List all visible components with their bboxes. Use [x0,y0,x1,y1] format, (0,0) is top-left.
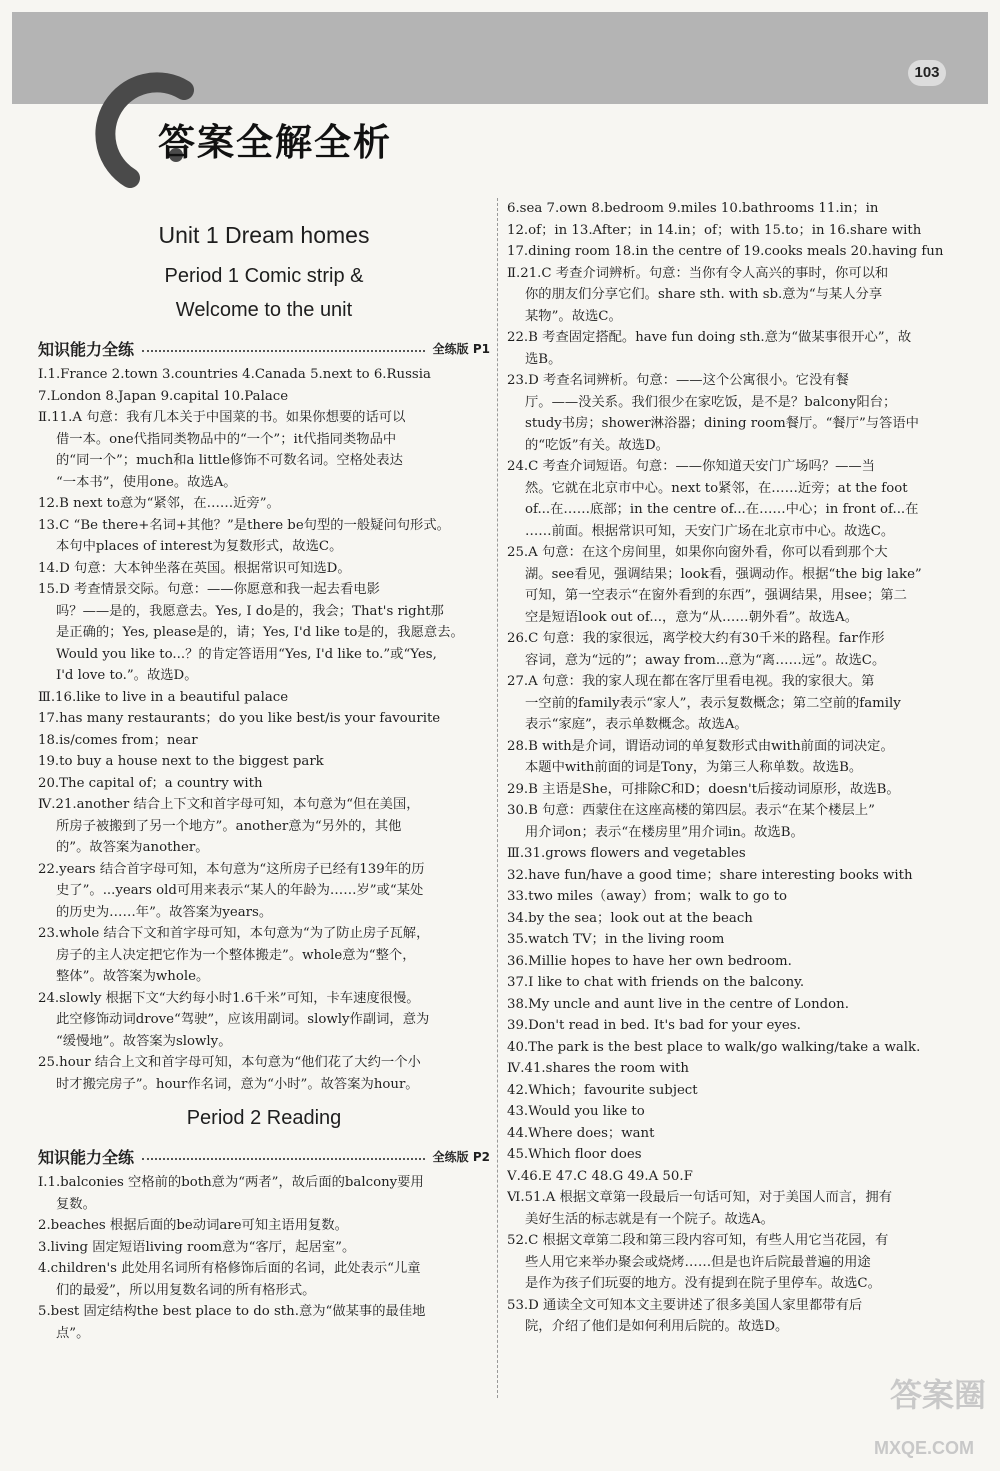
answer-line: 25.A 句意：在这个房间里，如果你向窗外看，你可以看到那个大 [507,545,888,560]
answer-line: 7.London 8.Japan 9.capital 10.Palace [38,388,289,404]
answer-line: 17.has many restaurants；do you like best/is your favourite [38,711,441,726]
answer-line: 14.D 句意：大本钟坐落在英国。根据常识可知选D。 [38,560,351,576]
answer-line: “缓慢地”。故答案为slowly。 [56,1033,232,1049]
answer-line: 可知，第一空表示“在窗外看到的东西”，强调结果，用see；第二 [525,588,907,603]
answer-line: Ⅲ.31.grows flowers and vegetables [507,846,746,861]
answer-line: 容词，意为“远的”；away from...意为“离……远”。故选C。 [525,652,886,668]
answer-line: 些人用它来举办聚会或烧烤……但是也许后院最普遍的用途 [525,1254,871,1270]
answer-line: 复数。 [56,1196,96,1212]
answer-line: 借一本。one代指同类物品中的“一个”；it代指同类物品中 [56,431,397,447]
answer-line: 40.The park is the best place to walk/go walking/take a walk. [507,1039,921,1055]
answer-line: 32.have fun/have a good time；share interesting books with [507,867,913,883]
answer-line: 你的朋友们分享它们。share sth. with sb.意为“与某人分享 [525,287,883,302]
section-title: 知识能力全练 [38,340,135,359]
right-column [507,198,962,1338]
answer-line: of...在……底部；in the centre of...在……中心；in front of...在 [525,502,919,517]
answer-line: Ⅴ.46.E 47.C 48.G 49.A 50.F [507,1168,693,1184]
answer-line: 24.slowly 根据下文“大约每小时1.6千米”可知，卡车速度很慢。 [38,990,420,1006]
answer-line: Ⅰ.1.balconies 空格前的both意为“两者”，故后面的balcony要用 [38,1175,424,1190]
answer-line: 厅。——没关系。我们很少在家吃饭，是不是？balcony阳台； [525,394,897,410]
answer-line: 某物”。故选C。 [525,308,622,324]
period1-heading-line2: Welcome to the unit [175,299,353,321]
section-version: 全练版 P2 [432,1150,490,1164]
answer-line: 53.D 通读全文可知本文主要讲述了很多美国人家里都带有后 [507,1297,863,1313]
answer-line: 28.B with是介词，谓语动词的单复数形式由with前面的词决定。 [507,738,894,754]
answer-line: 13.C “Be there+名词+其他？”是there be句型的一般疑问句形式。 [38,517,450,533]
answers-period2-continued [507,198,962,1338]
answer-line: 整体”。故答案为whole。 [56,969,210,984]
watermark-logo: 答案圈 [889,1377,986,1413]
answer-line: 22.years 结合首字母可知，本句意为“这所房子已经有139年的历 [38,861,425,877]
answers-period1 [38,364,490,1095]
answer-line: Ⅱ.11.A 句意：我有几本关于中国菜的书。如果你想要的话可以 [38,410,406,425]
section-title: 知识能力全练 [38,1148,135,1167]
answer-line: 用介词on；表示“在楼房里”用介词in。故选B。 [525,824,804,840]
answer-line: 15.D 考查情景交际。句意：——你愿意和我一起去看电影 [38,582,380,597]
answer-line: 的历史为……年”。故答案为years。 [56,904,273,920]
answer-line: “一本书”，使用one。故选A。 [56,474,237,490]
answer-line: 美好生活的标志就是有一个院子。故选A。 [525,1211,774,1227]
answer-line: 房子的主人决定把它作为一个整体搬走”。whole意为“整个， [56,947,416,963]
answer-line: 5.best 固定结构the best place to do sth.意为“做某事的最佳地 [38,1304,426,1319]
watermark-url: MXQE.COM [873,1438,974,1458]
answer-line: 选B。 [525,351,562,367]
dotted-leader [142,350,425,352]
answer-line: 时才搬完房子”。hour作名词，意为“小时”。故答案为hour。 [56,1076,419,1092]
answer-line: 17.dining room 18.in the centre of 19.cooks meals 20.having fun [507,244,944,259]
answer-line: Ⅰ.1.France 2.town 3.countries 4.Canada 5.next to 6.Russia [38,367,431,382]
answer-line: 4.children's 此处用名词所有格修饰后面的名词，此处表示“儿童 [38,1261,421,1276]
answer-line: 空是短语look out of...，意为“从……朝外看”。故选A。 [525,609,859,625]
answer-line: 24.C 考查介词短语。句意：——你知道天安门广场吗？——当 [507,459,875,474]
answer-line: 3.living 固定短语living room意为“客厅，起居室”。 [38,1239,356,1255]
unit-heading: Unit 1 Dream homes [158,222,370,248]
answer-line: 12.B next to意为“紧邻，在……近旁”。 [38,496,280,511]
answer-line: 38.My uncle and aunt live in the centre of London. [507,996,849,1012]
dotted-leader [142,1158,425,1160]
answer-line: 35.watch TV；in the living room [507,932,725,947]
answer-line: 史了”。...years old可用来表示“某人的年龄为……岁”或“某处 [56,883,424,898]
answer-line: Would you like to...？的肯定答语用“Yes, I'd like to.”或“Yes, [56,646,437,662]
answer-line: 52.C 根据文章第二段和第三段内容可知，有些人用它当花园，有 [507,1233,889,1248]
answer-line: 39.Don't read in bed. It's bad for your eyes. [507,1018,801,1033]
answer-line: 33.two miles（away）from；walk to go to [507,889,787,904]
answer-line: 23.whole 结合下文和首字母可知，本句意为“为了防止房子瓦解， [38,926,430,941]
period1-heading-line1: Period 1 Comic strip & [164,265,364,287]
answer-line: 36.Millie hopes to have her own bedroom. [507,953,792,969]
answer-line: Ⅵ.51.A 根据文章第一段最后一句话可知，对于美国人而言，拥有 [507,1190,892,1205]
answer-line: 是作为孩子们玩耍的地方。没有提到在院子里停车。故选C。 [525,1276,881,1291]
column-divider [497,198,498,1398]
answer-line: Ⅱ.21.C 考查介词辨析。句意：当你有令人高兴的事时，你可以和 [507,265,889,281]
answer-line: 的”。故答案为another。 [56,840,209,855]
answer-line: ……前面。根据常识可知，天安门广场在北京市中心。故选C。 [525,523,895,539]
answer-line: 44.Where does；want [507,1125,655,1141]
answer-line: 45.Which floor does [507,1147,642,1162]
answer-line: 6.sea 7.own 8.bedroom 9.miles 10.bathrooms 11.in；in [507,201,879,216]
section-heading-p2 [38,1145,490,1168]
answer-line: 42.Which；favourite subject [507,1082,698,1098]
answer-line: 院，介绍了他们是如何利用后院的。故选D。 [525,1319,789,1334]
answers-period2 [38,1172,490,1344]
answer-line: 37.I like to chat with friends on the balcony. [507,975,805,990]
answer-line: 们的最爱”，所以用复数名词的所有格形式。 [56,1282,316,1298]
section-heading-p1 [38,337,490,360]
answer-line: 34.by the sea；look out at the beach [507,910,753,926]
answer-line: study书房；shower淋浴器；dining room餐厅。“餐厅”与答语中 [525,416,919,431]
answer-line: 20.The capital of；a country with [38,775,263,791]
answer-line: 29.B 主语是She，可排除C和D；doesn't后接动词原形，故选B。 [507,781,900,797]
answer-line: 是正确的；Yes, please是的，请；Yes, I'd like to是的，我愿意去。 [56,625,464,640]
page-title: 答案全解全析 [158,121,392,164]
answer-line: 的“吃饭”有关。故选D。 [525,437,669,453]
answer-line: 本句中places of interest为复数形式，故选C。 [56,539,343,554]
answer-line: Ⅳ.41.shares the room with [507,1061,689,1076]
answer-line: 的“同一个”；much和a little修饰不可数名词。空格处表达 [56,453,403,468]
answer-line: Ⅲ.16.like to live in a beautiful palace [38,689,289,705]
answer-line: 点”。 [56,1325,90,1341]
answer-line: 26.C 句意：我的家很远，离学校大约有30千米的路程。far作形 [507,631,885,646]
period2-heading: Period 2 Reading [186,1107,342,1129]
answer-line: 本题中with前面的词是Tony，为第三人称单数。故选B。 [525,760,863,775]
answer-line: 27.A 句意：我的家人现在都在客厅里看电视。我的家很大。第 [507,674,875,689]
answer-line: 湖。see看见，强调结果；look看，强调动作。根据“the big lake” [525,566,922,582]
section-version: 全练版 P1 [432,342,490,356]
answer-line: 19.to buy a house next to the biggest park [38,754,324,769]
answer-line: 18.is/comes from；near [38,732,198,748]
page-number: 103 [908,60,946,86]
answer-line: 43.Would you like to [507,1104,645,1119]
answer-line: 此空修饰动词drove“驾驶”，应该用副词。slowly作副词，意为 [56,1012,430,1027]
answer-line: I'd love to.”。故选D。 [56,668,198,683]
answer-line: 22.B 考查固定搭配。have fun doing sth.意为“做某事很开心”，故 [507,330,912,345]
answer-line: 25.hour 结合上文和首字母可知，本句意为“他们花了大约一个小 [38,1055,421,1070]
answer-line: 所房子被搬到了另一个地方”。another意为“另外的，其他 [56,818,402,834]
answer-line: 吗？——是的，我愿意去。Yes, I do是的，我会；That's right那 [56,603,444,619]
answer-line: 表示“家庭”，表示单数概念。故选A。 [525,717,748,732]
answer-line: 23.D 考查名词辨析。句意：——这个公寓很小。它没有餐 [507,373,849,388]
answer-line: 一空前的family表示“家人”，表示复数概念；第二空前的family [525,695,901,711]
left-column [38,198,490,1344]
answer-line: 然。它就在北京市中心。next to紧邻，在……近旁；at the foot [525,480,908,496]
answer-line: 2.beaches 根据后面的be动词are可知主语用复数。 [38,1218,348,1233]
answer-line: 12.of；in 13.After；in 14.in；of；with 15.to；in 16.share with [507,222,922,238]
answer-line: 30.B 句意：西蒙住在这座高楼的第四层。表示“在某个楼层上” [507,803,875,818]
answer-line: Ⅳ.21.another 结合上下文和首字母可知，本句意为“但在美国， [38,797,420,812]
